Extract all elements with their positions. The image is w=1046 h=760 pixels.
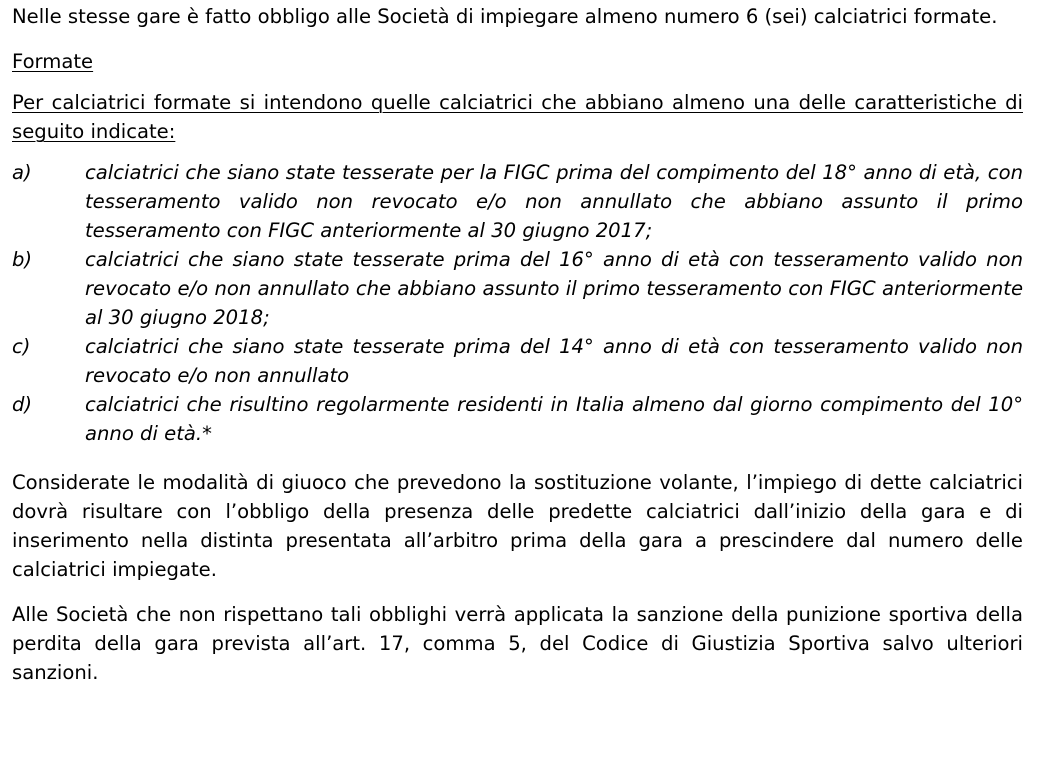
list-item-text: calciatrici che siano state tesserate prima del 14° anno di età con tesseramento valido non revocato e/o non annullato (85, 335, 1023, 387)
list-item (12, 245, 1023, 332)
substitution-paragraph: Considerate le modalità di giuoco che prevedono la sostituzione volante, l’impiego di dette calciatrici dovrà risultare con l’obbligo della presenza delle predette calciatrici dall’inizio della gara e di inserimento nella distinta presentata all’arbitro prima della gara a prescindere dal numero delle calciatrici impiegate. (12, 471, 1023, 581)
definition-paragraph: Per calciatrici formate si intendono quelle calciatrici che abbiano almeno una delle caratteristiche di seguito indicate: (12, 91, 1023, 143)
list-marker: c) (12, 335, 31, 358)
document-page (12, 2, 1023, 687)
sanctions-paragraph: Alle Società che non rispettano tali obblighi verrà applicata la sanzione della punizione sportiva della perdita della gara prevista all’art. 17, comma 5, del Codice di Giustizia Sportiva salvo ulteriori sanzioni. (12, 603, 1023, 684)
list-item-text: calciatrici che siano state tesserate per la FIGC prima del compimento del 18° anno di età, con tesseramento valido non revocato e/o non annullato che abbiano assunto il primo tesseramento con FIGC anteriormente al 30 giugno 2017; (85, 161, 1023, 242)
list-item (12, 332, 1023, 390)
list-item-text: calciatrici che risultino regolarmente residenti in Italia almeno dal giorno compimento del 10° anno di età.* (85, 393, 1023, 445)
list-item (12, 390, 1023, 448)
spacer (12, 31, 1023, 47)
list-marker: a) (12, 161, 32, 184)
intro-paragraph: Nelle stesse gare è fatto obbligo alle Società di impiegare almeno numero 6 (sei) calciatrici formate. (12, 5, 998, 28)
spacer (12, 584, 1023, 600)
list-marker: b) (12, 248, 33, 271)
section-heading-text: Formate (12, 50, 94, 73)
spacer (12, 448, 1023, 468)
list-item-text: calciatrici che siano state tesserate prima del 16° anno di età con tesseramento valido non revocato e/o non annullato che abbiano assunto il primo tesseramento con FIGC anteriormente al 30 giugno 2018; (85, 248, 1023, 329)
list-marker: d) (12, 393, 33, 416)
requirements-list (12, 158, 1023, 448)
spacer (12, 76, 1023, 88)
section-heading (12, 47, 1023, 76)
spacer (12, 146, 1023, 158)
list-item (12, 158, 1023, 245)
